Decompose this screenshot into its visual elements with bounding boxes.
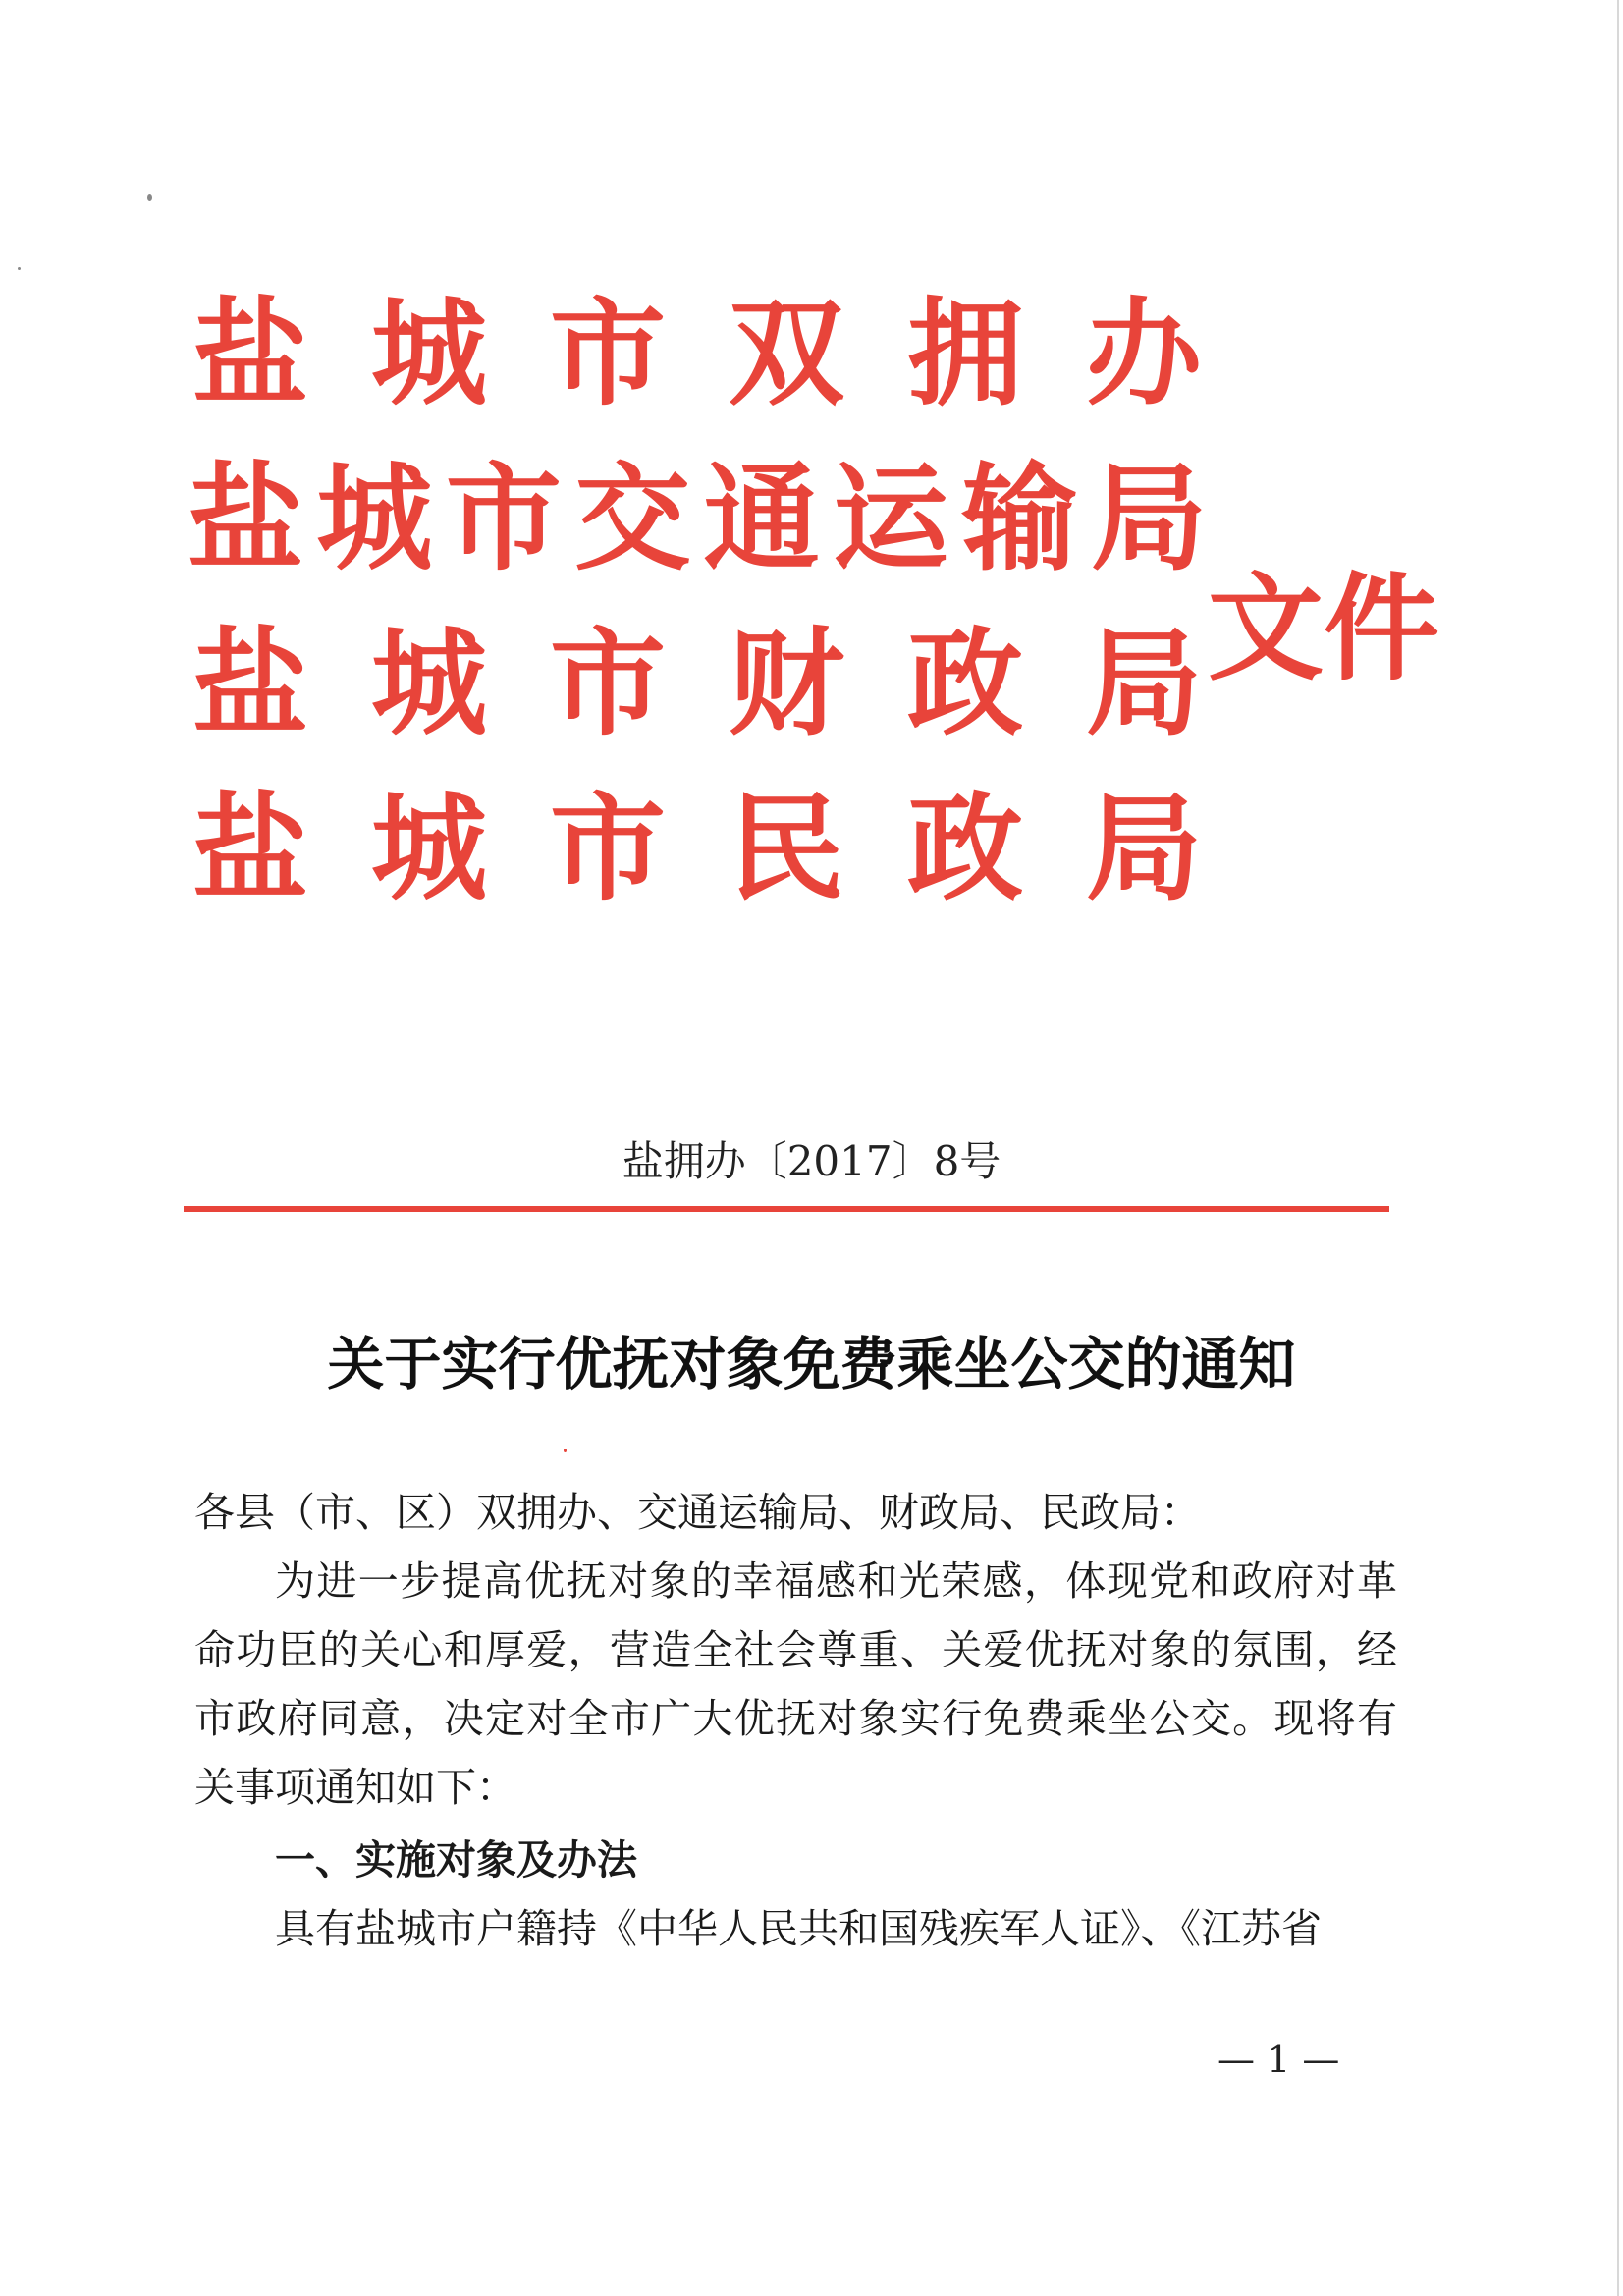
- masthead-char: 盐: [187, 450, 303, 586]
- section-heading: 一、实施对象及办法: [275, 1836, 637, 1884]
- masthead-char: 城: [370, 285, 487, 421]
- body-paragraph: 为进一步提高优抚对象的幸福感和光荣感，体现党和政府对革命功臣的关心和厚爱，营造全社会尊重、关爱优抚对象的氛围，经市政府同意，决定对全市广大优抚对象实行免费乘坐公交。现将有关事项通知如下：: [194, 1558, 1397, 1811]
- masthead-char: 城: [370, 780, 487, 916]
- masthead-char: 市: [549, 780, 666, 916]
- masthead-org-4: [187, 775, 1208, 922]
- red-divider-rule: [184, 1206, 1389, 1212]
- masthead-char: 盐: [191, 285, 308, 421]
- masthead-char: 民: [728, 780, 844, 916]
- scan-speck: [147, 194, 152, 201]
- masthead-char: 市: [549, 615, 666, 751]
- masthead-char: 政: [906, 615, 1023, 751]
- masthead-org-1: [187, 280, 1208, 427]
- masthead-char: 城: [316, 450, 433, 586]
- masthead-org-2: [187, 445, 1208, 592]
- masthead-char: 办: [1085, 285, 1202, 421]
- document-body: [194, 1478, 1397, 1963]
- scan-speck: [18, 267, 21, 270]
- masthead-char: 市: [445, 450, 562, 586]
- masthead-char: 城: [370, 615, 487, 751]
- masthead-file-suffix: 文件: [1208, 560, 1440, 696]
- masthead-org-3: [187, 610, 1208, 757]
- document-title: 关于实行优抚对象免费乘坐公交的通知: [327, 1331, 1296, 1397]
- masthead-char: 财: [728, 615, 844, 751]
- masthead-char: 运: [833, 450, 949, 586]
- body-paragraph: 具有盐城市户籍持《中华人民共和国残疾军人证》、《江苏省: [275, 1905, 1322, 1952]
- document-number: 盐拥办〔2017〕8号: [622, 1137, 1001, 1185]
- masthead-char: 局: [1090, 450, 1207, 586]
- page-number: — 1 —: [1217, 2038, 1340, 2081]
- masthead-char: 局: [1085, 780, 1202, 916]
- masthead-char: 局: [1085, 615, 1202, 751]
- masthead-char: 双: [728, 285, 844, 421]
- masthead-char: 盐: [191, 615, 308, 751]
- masthead-char: 盐: [191, 780, 308, 916]
- red-masthead: [187, 280, 1463, 967]
- scan-speck: [564, 1449, 567, 1452]
- masthead-char: 输: [961, 450, 1078, 586]
- masthead-char: 拥: [906, 285, 1023, 421]
- addressee-line: 各县（市、区）双拥办、交通运输局、财政局、民政局：: [194, 1489, 1201, 1536]
- masthead-char: 通: [703, 450, 820, 586]
- masthead-char: 市: [549, 285, 666, 421]
- masthead-char: 政: [906, 780, 1023, 916]
- masthead-char: 交: [574, 450, 691, 586]
